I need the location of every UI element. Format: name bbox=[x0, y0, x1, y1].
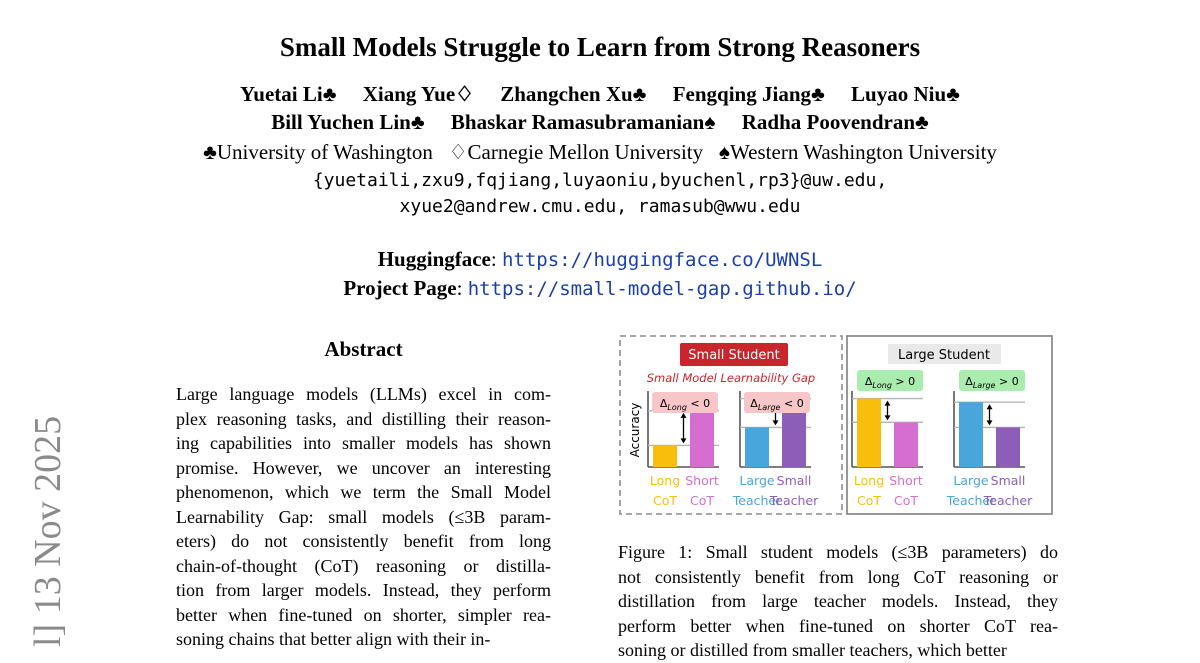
figure-1 bbox=[618, 334, 1056, 518]
abstract-line: plex reasoning tasks, and distilling their reason- bbox=[176, 408, 551, 429]
project-page-label: Project Page bbox=[343, 276, 457, 300]
author-name: Bhaskar Ramasubramanian♠ bbox=[450, 110, 716, 134]
author-list-line-2 bbox=[0, 110, 1200, 135]
arxiv-stamp bbox=[24, 385, 69, 648]
category-label: Small Teacher bbox=[769, 473, 819, 508]
category-label: Small Teacher bbox=[983, 473, 1033, 508]
category-label: Large Teacher bbox=[946, 473, 996, 508]
abstract-line: ing capabilities into smaller models has shown bbox=[176, 433, 551, 453]
caption-line: not consistently benefit from long CoT reasoning or bbox=[618, 566, 1058, 587]
category-label: Long CoT bbox=[853, 473, 885, 508]
abstract-body bbox=[176, 382, 551, 652]
bar-small-1 bbox=[690, 411, 714, 467]
delta-label: $\Delta_{Large} < 0$ bbox=[750, 397, 804, 412]
delta-label: $\Delta_{Long} < 0$ bbox=[659, 397, 711, 412]
category-label: Short CoT bbox=[685, 473, 719, 508]
abstract-line: tion from larger models. Instead, they perform bbox=[176, 580, 551, 600]
bar-large-3 bbox=[996, 427, 1020, 467]
author-list-line-1 bbox=[0, 82, 1200, 107]
abstract-line: chain-of-thought (CoT) reasoning or distilla- bbox=[176, 555, 551, 576]
abstract-line: better when fine-tuned on shorter, simpler rea- bbox=[176, 604, 551, 625]
abstract-line: phenomenon, which we term the Small Model bbox=[176, 482, 551, 502]
author-name: Bill Yuchen Lin♣ bbox=[271, 110, 425, 134]
small-student-header: Small Student bbox=[688, 348, 780, 363]
abstract-line: Large language models (LLMs) excel in com- bbox=[176, 384, 551, 404]
huggingface-label: Huggingface bbox=[377, 247, 491, 271]
caption-line: distillation from large teacher models. Instead, they bbox=[618, 591, 1058, 611]
abstract-line: eters) do not consistently benefit from long bbox=[176, 531, 551, 551]
abstract-line: soning chains that better align with their in- bbox=[176, 629, 491, 649]
caption-line: Figure 1: Small student models (≤3B parameters) do bbox=[618, 542, 1058, 562]
huggingface-link[interactable]: https://huggingface.co/UWNSL bbox=[501, 249, 823, 271]
small-model-gap-label: Small Model Learnability Gap bbox=[646, 371, 816, 385]
category-label: Large Teacher bbox=[732, 473, 782, 508]
caption-line: soning or distilled from smaller teachers, which better bbox=[618, 640, 1007, 660]
arxiv-stamp-text: l] 13 Nov 2025 bbox=[27, 415, 69, 647]
affiliation: ♢Carnegie Mellon University bbox=[448, 140, 704, 164]
bar-large-2 bbox=[959, 402, 983, 467]
affiliation: ♣University of Washington bbox=[203, 140, 433, 164]
affiliation: ♠Western Washington University bbox=[718, 140, 997, 164]
bar-small-2 bbox=[745, 427, 769, 467]
bar-large-0 bbox=[857, 399, 881, 467]
category-label: Short CoT bbox=[889, 473, 923, 508]
author-name: Luyao Niu♣ bbox=[851, 82, 960, 106]
y-axis-label: Accuracy bbox=[628, 402, 642, 458]
author-name: Radha Poovendran♣ bbox=[741, 110, 929, 134]
author-emails: {yuetaili,zxu9,fqjiang,luyaoniu,byuchenl,rp3}@uw.edu, bbox=[312, 170, 888, 191]
delta-label: $\Delta_{Long} > 0$ bbox=[864, 375, 916, 390]
bar-large-1 bbox=[894, 422, 918, 467]
project-page-line: Project Page: https://small-model-gap.github.io/ bbox=[343, 276, 857, 300]
large-student-header: Large Student bbox=[898, 348, 990, 363]
project-page-link[interactable]: https://small-model-gap.github.io/ bbox=[467, 278, 857, 300]
figure-caption bbox=[618, 540, 1058, 663]
abstract-line: Learnability Gap: small models (≤3B param- bbox=[176, 506, 551, 527]
affiliations bbox=[0, 140, 1200, 165]
author-emails-continued: xyue2@andrew.cmu.edu, ramasub@wwu.edu bbox=[399, 196, 801, 217]
caption-line: perform better when fine-tuned on shorter CoT rea- bbox=[618, 615, 1058, 636]
author-name: Zhangchen Xu♣ bbox=[500, 82, 647, 106]
author-name: Xiang Yue♢ bbox=[362, 82, 474, 106]
abstract-line: promise. However, we uncover an interesting bbox=[176, 457, 551, 478]
bar-small-0 bbox=[653, 445, 677, 467]
category-label: Long CoT bbox=[649, 473, 681, 508]
huggingface-line: Huggingface: https://huggingface.co/UWNSL bbox=[377, 247, 823, 271]
author-name: Yuetai Li♣ bbox=[240, 82, 337, 106]
delta-label: $\Delta_{Large} > 0$ bbox=[965, 375, 1019, 390]
author-name: Fengqing Jiang♣ bbox=[672, 82, 825, 106]
paper-title: Small Models Struggle to Learn from Strong Reasoners bbox=[279, 32, 921, 62]
abstract-heading: Abstract bbox=[324, 337, 403, 361]
